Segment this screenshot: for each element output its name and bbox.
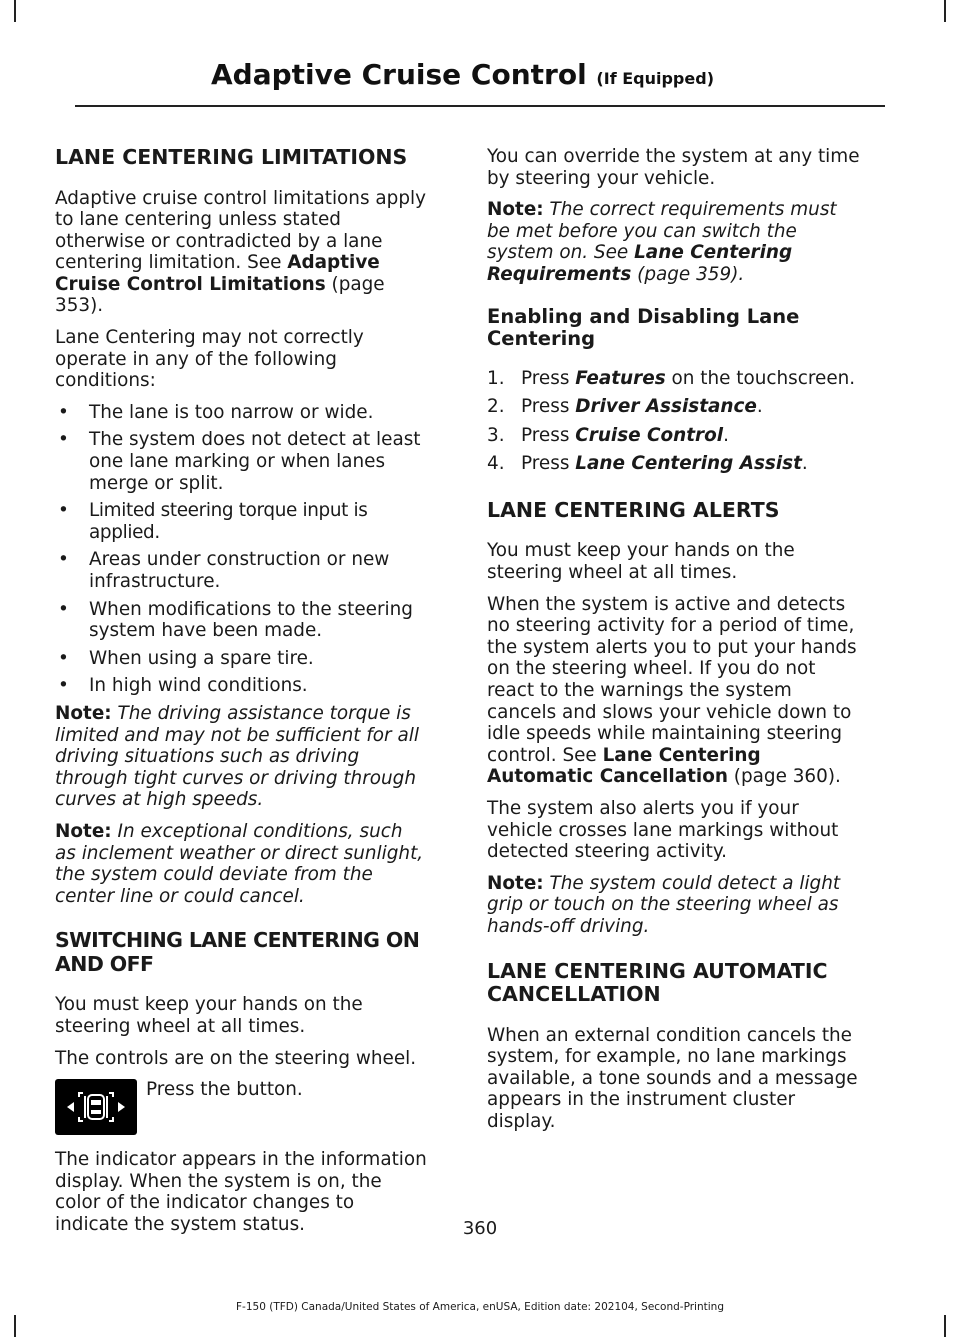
press-button-text: Press the button. bbox=[146, 1079, 303, 1101]
step-text: Press bbox=[521, 396, 576, 418]
note-label: Note: bbox=[55, 820, 112, 842]
step-number: 4. bbox=[487, 453, 505, 475]
note-label: Note: bbox=[487, 199, 544, 221]
note-label: Note: bbox=[55, 702, 112, 724]
note-exceptional bbox=[55, 821, 428, 907]
page-number: 360 bbox=[462, 1218, 498, 1239]
link-lane-centering-requirements[interactable]: Lane Centering Requirements bbox=[487, 242, 793, 285]
step-item bbox=[487, 396, 860, 418]
step-number: 1. bbox=[487, 367, 505, 389]
controls-location-text: The controls are on the steering wheel. bbox=[55, 1047, 417, 1069]
step-number: 3. bbox=[487, 424, 505, 446]
page-header-title bbox=[211, 58, 714, 91]
step-text: Press bbox=[521, 424, 576, 446]
header-title-suffix: (If Equipped) bbox=[596, 69, 714, 88]
heading-lane-centering-limitations: LANE CENTERING LIMITATIONS bbox=[55, 145, 408, 169]
hands-on-wheel-text: You must keep your hands on the steering wheel at all times. bbox=[55, 994, 363, 1037]
steps-list bbox=[487, 368, 860, 475]
crop-mark bbox=[944, 0, 946, 22]
note-page-ref: (page 359). bbox=[631, 263, 745, 285]
heading-enabling-disabling: Enabling and Disabling Lane Centering bbox=[487, 304, 800, 350]
list-item: • The lane is too narrow or wide. bbox=[55, 402, 428, 424]
indicator-text: The indicator appears in the information display. When the system is on, the color of the indicator changes to indicate the system status. bbox=[55, 1149, 427, 1235]
note-text: The driving assistance torque is limited and may not be sufficient for all driving situations such as driving through tight curves or driving through curves at high speeds. bbox=[55, 702, 419, 811]
lane-centering-button-icon bbox=[55, 1079, 137, 1135]
note-text: The system could detect a light grip or touch on the steering wheel as hands-off driving. bbox=[487, 872, 841, 937]
crop-mark bbox=[14, 1315, 16, 1337]
limitations-intro-text: Adaptive cruise control limitations apply to lane centering unless stated otherwise or contradicted by a lane centering limitation. See bbox=[55, 187, 427, 274]
step-item bbox=[487, 425, 860, 447]
crop-mark bbox=[944, 1315, 946, 1337]
step-item bbox=[487, 368, 860, 390]
list-item: • When using a spare tire. bbox=[55, 648, 428, 670]
alerts-active-body: When the system is active and detects no steering activity for a period of time, the system alerts you to put your hands on the steering wheel. If you do not react to the warnings the system cancels and slows your vehicle down to idle speeds while maintaining steering control. See bbox=[487, 593, 857, 766]
footer-edition-text: F-150 (TFD) Canada/United States of America, enUSA, Edition date: 202104, Second-Printing bbox=[236, 1301, 724, 1313]
step-target: Cruise Control bbox=[575, 424, 724, 446]
note-requirements bbox=[487, 199, 860, 285]
crop-mark bbox=[14, 0, 16, 22]
note-text: The correct requirements must be met before you can switch the system on. See bbox=[487, 199, 837, 264]
list-item: • In high wind conditions. bbox=[55, 675, 428, 697]
heading-switching-lane-centering: SWITCHING LANE CENTERING ON AND OFF bbox=[55, 928, 420, 976]
conditions-list bbox=[55, 402, 428, 697]
cancellation-text: When an external condition cancels the system, for example, no lane markings available, a tone sounds and a message appears in the instrument cluster display. bbox=[487, 1024, 858, 1132]
note-label: Note: bbox=[487, 872, 544, 894]
note-light-grip bbox=[487, 873, 860, 938]
step-target: Driver Assistance bbox=[575, 396, 757, 418]
button-instruction bbox=[55, 1079, 428, 1139]
link-automatic-cancellation[interactable]: Lane Centering Automatic Cancellation bbox=[487, 744, 761, 788]
note-text: In exceptional conditions, such as inclement weather or direct sunlight, the system could deviate from the center line or could cancel. bbox=[55, 820, 424, 907]
alerts-page-ref: (page 360). bbox=[727, 766, 841, 788]
header-divider bbox=[75, 105, 885, 107]
right-column bbox=[487, 146, 860, 1143]
step-text: Press bbox=[521, 367, 576, 389]
step-text: Press bbox=[521, 453, 576, 475]
step-target: Features bbox=[575, 367, 666, 389]
heading-automatic-cancellation: LANE CENTERING AUTOMATIC CANCELLATION bbox=[487, 958, 828, 1007]
step-text: . bbox=[723, 424, 729, 446]
step-item bbox=[487, 453, 860, 475]
limitations-intro bbox=[55, 188, 428, 318]
limitations-intro-page: (page 353). bbox=[55, 273, 385, 317]
alerts-hands-text: You must keep your hands on the steering wheel at all times. bbox=[487, 540, 795, 584]
list-item: • When modifications to the steering system have been made. bbox=[55, 599, 428, 642]
list-item: • Limited steering torque input is applied. bbox=[55, 500, 428, 543]
conditions-intro: Lane Centering may not correctly operate in any of the following conditions: bbox=[55, 327, 364, 392]
link-acc-limitations[interactable]: Adaptive Cruise Control Limitations bbox=[55, 252, 380, 295]
header-title-main: Adaptive Cruise Control bbox=[211, 58, 587, 91]
alerts-crossing-text: The system also alerts you if your vehicle crosses lane markings without detected steering activity. bbox=[487, 797, 839, 863]
list-item: • Areas under construction or new infrastructure. bbox=[55, 549, 428, 592]
left-column bbox=[55, 146, 428, 1245]
step-target: Lane Centering Assist bbox=[575, 453, 802, 475]
override-text: You can override the system at any time by steering your vehicle. bbox=[487, 146, 860, 189]
step-text: on the touchscreen. bbox=[665, 367, 856, 389]
alerts-active-text bbox=[487, 594, 860, 788]
note-torque bbox=[55, 703, 428, 811]
step-number: 2. bbox=[487, 396, 505, 418]
list-item: • The system does not detect at least one lane marking or when lanes merge or split. bbox=[55, 429, 428, 494]
step-text: . bbox=[801, 453, 808, 475]
heading-lane-centering-alerts: LANE CENTERING ALERTS bbox=[487, 497, 780, 522]
step-text: . bbox=[756, 396, 763, 418]
